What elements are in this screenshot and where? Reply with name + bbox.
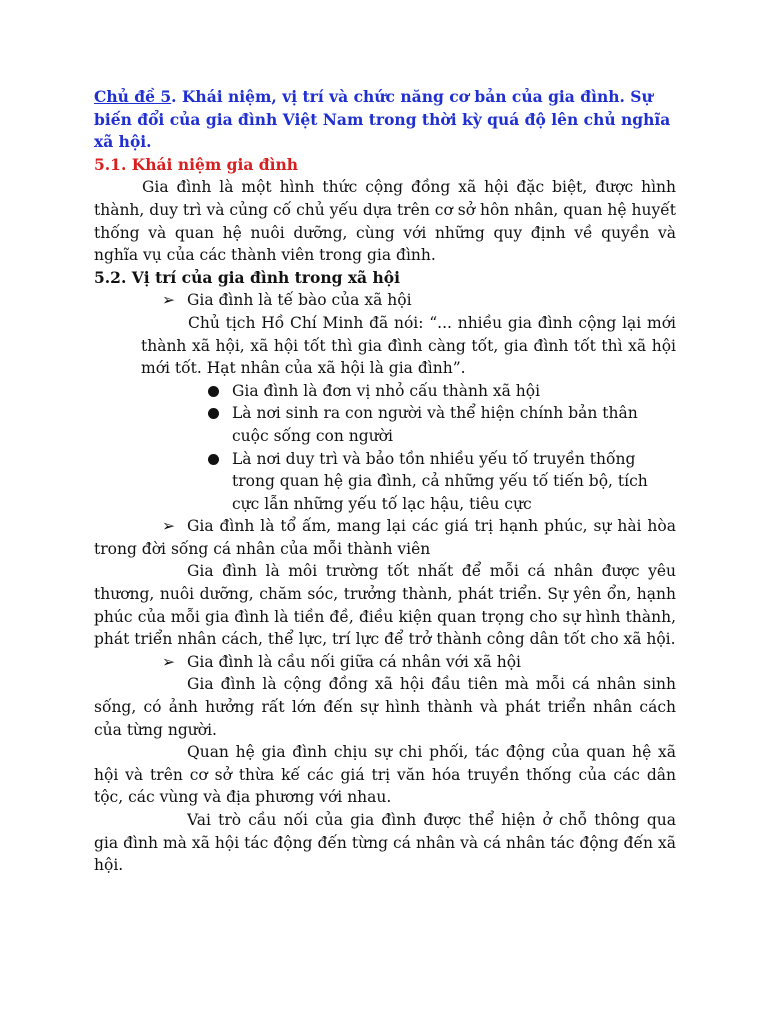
bridge-paragraph-3: Vai trò cầu nối của gia đình được thể hiện ở chỗ thông qua gia đình mà xã hội tác động đến từng cá nhân và cá nhân tác động đến xã hội. bbox=[94, 811, 676, 875]
list-item-text: Gia đình là đơn vị nhỏ cấu thành xã hội bbox=[232, 381, 541, 400]
list-item bbox=[232, 448, 676, 516]
arrow-item-label: Gia đình là tế bào của xã hội bbox=[187, 291, 412, 310]
arrow-item-cell-of-society bbox=[94, 289, 676, 312]
definition-paragraph: Gia đình là một hình thức cộng đồng xã hội đặc biệt, được hình thành, duy trì và củng cố chủ yếu dựa trên cơ sở hôn nhân, quan hệ huyết thống và quan hệ nuôi dưỡng, cùng với những quy định về quyền và nghĩa vụ của các thành viên trong gia đình. bbox=[94, 178, 676, 265]
arrow-item-label: Gia đình là tổ ấm, mang lại các giá trị hạnh phúc, sự hài hòa trong đời sống cá nhân của mỗi thành viên bbox=[94, 517, 676, 558]
home-paragraph: Gia đình là môi trường tốt nhất để mỗi cá nhân được yêu thương, nuôi dưỡng, chăm sóc, trưởng thành, phát triển. Sự yên ổn, hạnh phúc của mỗi gia đình là tiền đề, điều kiện quan trọng cho sự hình thành, phát triển nhân cách, thể lực, trí lực để trở thành công dân tốt cho xã hội. bbox=[94, 562, 676, 649]
list-item-text: Là nơi duy trì và bảo tồn nhiều yếu tố truyền thống trong quan hệ gia đình, cả những yếu tố tiến bộ, tích cực lẫn những yếu tố lạc hậu, tiêu cực bbox=[232, 449, 648, 513]
bullet-dot-icon bbox=[208, 386, 219, 397]
section-heading-5-2: 5.2. Vị trí của gia đình trong xã hội bbox=[94, 267, 400, 287]
arrow-bullet-icon: ➢ bbox=[162, 291, 175, 310]
topic-label: Chủ đề 5 bbox=[94, 87, 172, 106]
list-item bbox=[232, 402, 676, 447]
bridge-paragraph-1: Gia đình là cộng đồng xã hội đầu tiên mà mỗi cá nhân sinh sống, có ảnh hưởng rất lớn đến sự hình thành và phát triển nhân cách của từng người. bbox=[94, 675, 676, 739]
arrow-item-label: Gia đình là cầu nối giữa cá nhân với xã hội bbox=[187, 652, 521, 671]
title-text: . Khái niệm, vị trí và chức năng cơ bản của gia đình. Sự biến đổi của gia đình Việt Nam trong thời kỳ quá độ lên chủ nghĩa xã hội. bbox=[94, 87, 671, 152]
document-title bbox=[94, 86, 676, 154]
arrow-item-bridge bbox=[94, 651, 676, 674]
arrow-bullet-icon: ➢ bbox=[162, 652, 175, 671]
bullet-dot-icon bbox=[208, 408, 219, 419]
arrow-item-family-home bbox=[94, 515, 676, 560]
document-body bbox=[94, 86, 676, 877]
arrow-bullet-icon: ➢ bbox=[162, 517, 175, 536]
bridge-paragraph-2: Quan hệ gia đình chịu sự chi phối, tác động của quan hệ xã hội và trên cơ sở thừa kế các giá trị văn hóa truyền thống của các dân tộc, các vùng và địa phương với nhau. bbox=[94, 743, 676, 807]
bullet-dot-icon bbox=[208, 454, 219, 465]
bullet-list bbox=[94, 380, 676, 516]
section-heading-5-1: 5.1. Khái niệm gia đình bbox=[94, 154, 299, 174]
list-item-text: Là nơi sinh ra con người và thể hiện chính bản thân cuộc sống con người bbox=[232, 404, 638, 445]
ho-chi-minh-quote: Chủ tịch Hồ Chí Minh đã nói: “... nhiều gia đình cộng lại mới thành xã hội, xã hội tốt thì gia đình càng tốt, gia đình tốt thì xã hội mới tốt. Hạt nhân của xã hội là gia đình”. bbox=[141, 313, 676, 378]
list-item bbox=[232, 380, 676, 403]
